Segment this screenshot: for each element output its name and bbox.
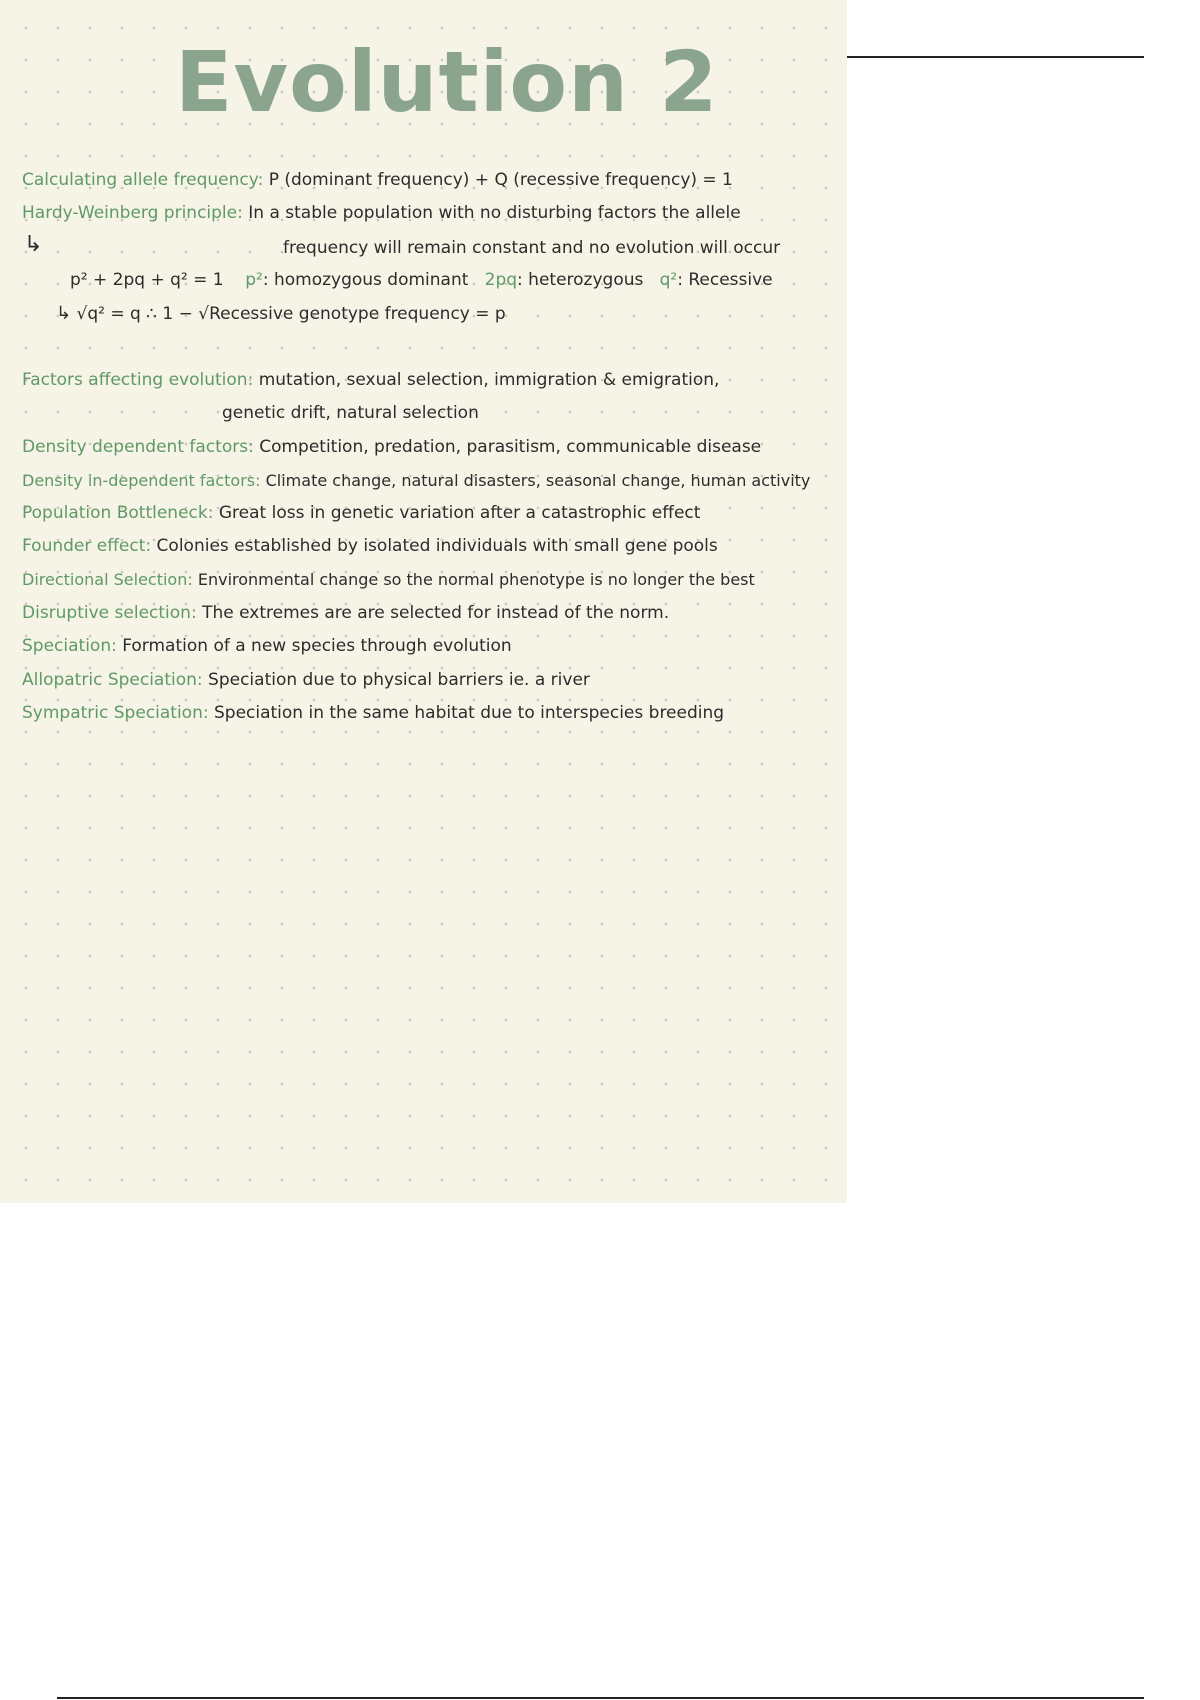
pq-symbol: 2pq xyxy=(484,270,518,290)
root-equation-line xyxy=(56,303,506,325)
page-title: Evolution 2 xyxy=(175,33,719,131)
hardy-weinberg-term: Hardy-Weinberg principle: xyxy=(22,203,243,223)
top-divider xyxy=(847,56,1144,58)
factor-line-6 xyxy=(22,603,669,623)
q2-symbol: q² xyxy=(659,270,678,290)
hw-equation: p² + 2pq + q² = 1 xyxy=(70,270,224,290)
q2-def: : Recessive xyxy=(677,270,773,290)
factor-def-4: Colonies established by isolated individuals with small gene pools xyxy=(156,536,718,556)
factor-term-5: Directional Selection: xyxy=(22,570,193,589)
factor-term-6: Disruptive selection: xyxy=(22,603,197,623)
factor-line-0 xyxy=(22,370,719,390)
note-page xyxy=(0,0,847,1203)
factor-term-1: Density dependent factors: xyxy=(22,437,254,457)
factor-term-2: Density in-dependent factors: xyxy=(22,471,261,490)
factor-def-5: Environmental change so the normal phenotype is no longer the best xyxy=(197,570,755,589)
factor-line-8 xyxy=(22,670,590,690)
factor-def-1: Competition, predation, parasitism, communicable disease xyxy=(259,437,762,457)
hw-equation-line xyxy=(70,270,773,290)
allele-frequency-def: P (dominant frequency) + Q (recessive frequency) = 1 xyxy=(268,170,733,190)
factor-def-7: Formation of a new species through evolution xyxy=(122,636,512,656)
factor-line-1 xyxy=(22,437,761,457)
factor-line-7 xyxy=(22,636,512,656)
factor-term-7: Speciation: xyxy=(22,636,117,656)
factor-term-9: Sympatric Speciation: xyxy=(22,703,209,723)
factor-term-4: Founder effect: xyxy=(22,536,152,556)
factor-term-3: Population Bottleneck: xyxy=(22,503,214,523)
factor-def-6: The extremes are are selected for instead of the norm. xyxy=(202,603,670,623)
p2-symbol: p² xyxy=(245,270,263,290)
small-arrow-icon: ↳ xyxy=(56,303,72,324)
factor-def-9: Speciation in the same habitat due to interspecies breeding xyxy=(213,703,725,723)
allele-frequency-term: Calculating allele frequency: xyxy=(22,170,264,190)
factor-def-8: Speciation due to physical barriers ie. a river xyxy=(208,670,590,690)
factor-line-5 xyxy=(22,570,755,589)
hardy-weinberg-def-cont: frequency will remain constant and no evolution will occur xyxy=(283,238,781,258)
factor-line-9 xyxy=(22,703,724,723)
allele-frequency-line xyxy=(22,170,733,190)
curved-arrow-icon: ↳ xyxy=(24,232,43,257)
hardy-weinberg-line xyxy=(22,203,741,223)
p2-def: : homozygous dominant xyxy=(262,270,469,290)
factor-term-8: Allopatric Speciation: xyxy=(22,670,203,690)
factor-def-3: Great loss in genetic variation after a catastrophic effect xyxy=(218,503,701,523)
root-equation: √q² = q ∴ 1 − √Recessive genotype frequency = p xyxy=(76,304,506,324)
factor-term-0: Factors affecting evolution: xyxy=(22,370,254,390)
factor-def-0: mutation, sexual selection, immigration & emigration, xyxy=(258,370,720,390)
factor-line-4 xyxy=(22,536,718,556)
bottom-divider xyxy=(57,1697,1144,1699)
factor-def-0-cont: genetic drift, natural selection xyxy=(222,403,479,423)
factor-line-3 xyxy=(22,503,700,523)
factor-line-2 xyxy=(22,471,810,490)
factor-def-2: Climate change, natural disasters, seasonal change, human activity xyxy=(265,471,811,490)
hardy-weinberg-def: In a stable population with no disturbing factors the allele xyxy=(248,203,741,223)
pq-def: : heterozygous xyxy=(517,270,644,290)
